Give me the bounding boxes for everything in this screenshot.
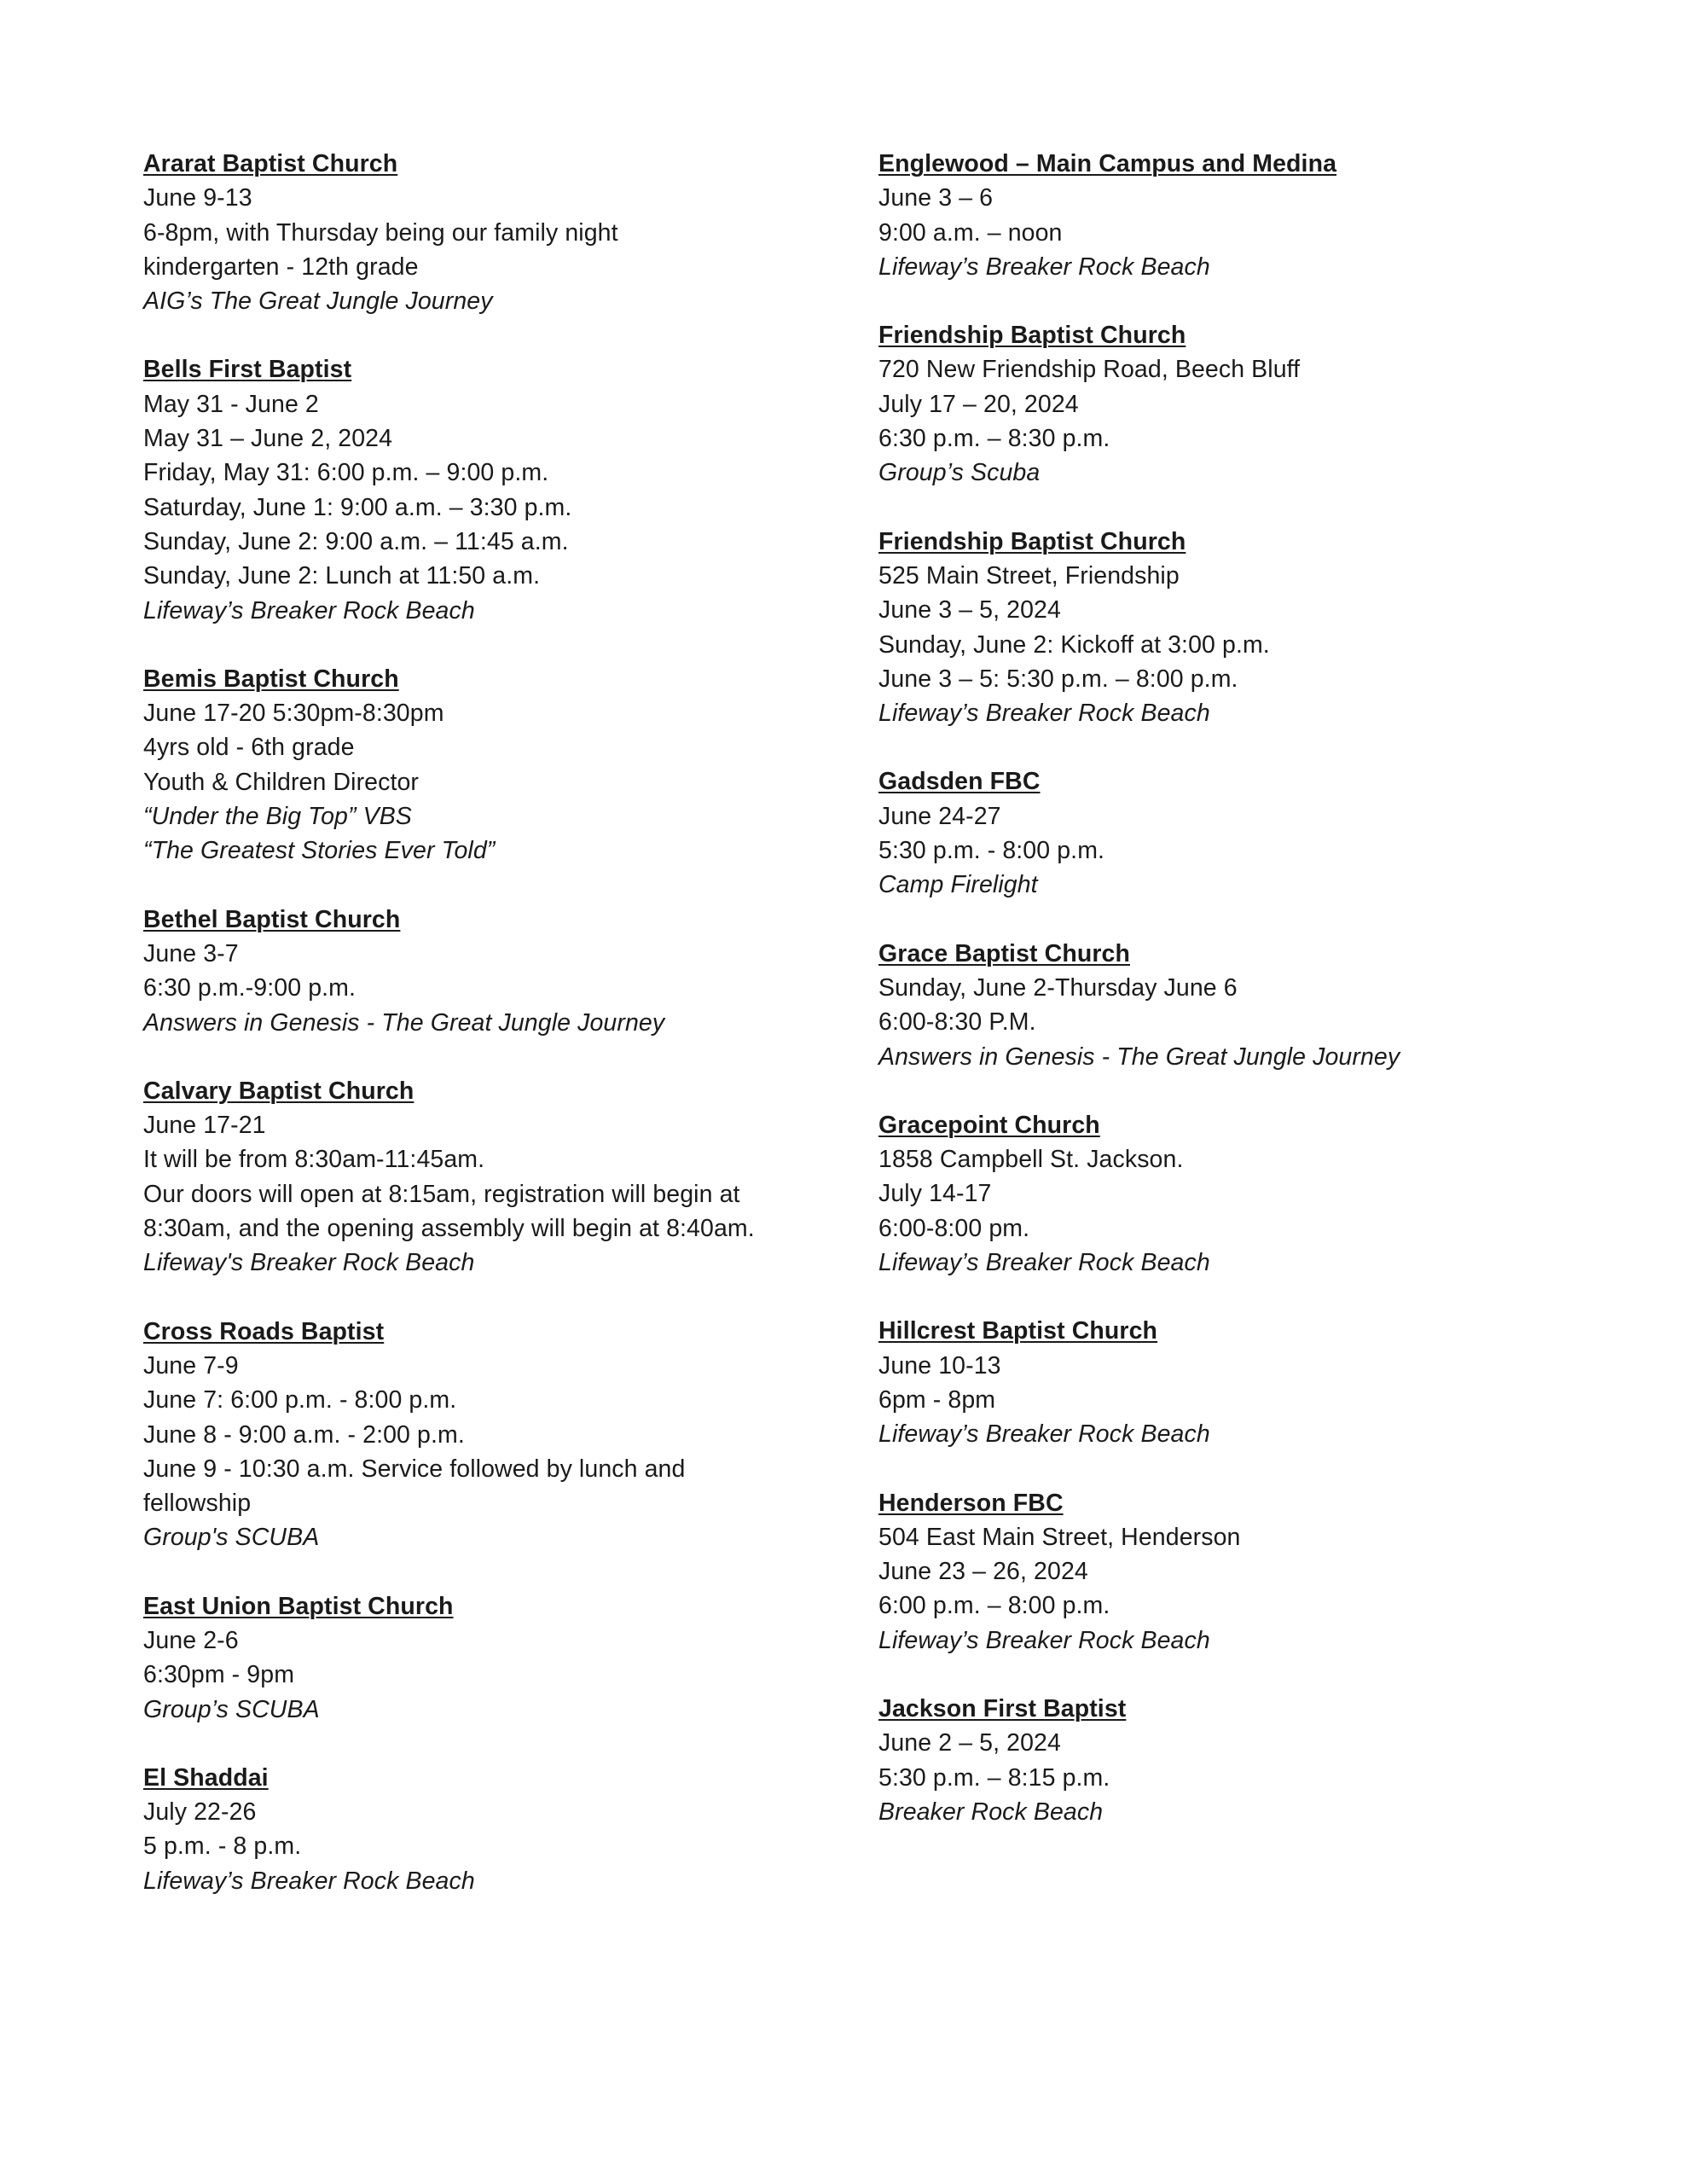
entry-detail-line: June 10-13 xyxy=(878,1351,1001,1380)
church-entry-hillcrest-baptist-church xyxy=(878,1314,1561,1451)
entry-detail-line: June 2-6 xyxy=(143,1626,239,1654)
entry-detail-line: June 24-27 xyxy=(878,802,1001,830)
church-entry-gadsden-fbc xyxy=(878,764,1561,902)
church-name: Englewood – Main Campus and Medina xyxy=(878,150,1337,177)
church-name: Bethel Baptist Church xyxy=(143,905,401,933)
entry-detail-line: 6:30 p.m.-9:00 p.m. xyxy=(143,974,357,1002)
vbs-theme: Group’s SCUBA xyxy=(143,1695,320,1723)
church-entry-englewood-main-campus-and-medina xyxy=(878,147,1561,284)
entry-detail-line: June 17-21 xyxy=(143,1112,266,1140)
church-entry-friendship-baptist-church xyxy=(878,318,1561,490)
entry-detail-line: 4yrs old - 6th grade xyxy=(143,734,355,762)
entry-detail-line: 5:30 p.m. – 8:15 p.m. xyxy=(878,1763,1110,1792)
church-name: Bemis Baptist Church xyxy=(143,665,399,693)
vbs-theme: Lifeway's Breaker Rock Beach xyxy=(143,1249,475,1277)
entry-detail-line: 5:30 p.m. - 8:00 p.m. xyxy=(878,837,1105,865)
entry-detail-line: Sunday, June 2: 9:00 a.m. – 11:45 a.m. xyxy=(143,527,569,555)
church-entry-henderson-fbc xyxy=(878,1486,1561,1658)
vbs-theme: “Under the Big Top” VBS xyxy=(143,803,412,831)
entry-detail-line: 9:00 a.m. – noon xyxy=(878,218,1063,247)
entry-detail-line: 6:30pm - 9pm xyxy=(143,1661,295,1689)
church-name: East Union Baptist Church xyxy=(143,1592,454,1620)
vbs-theme: Lifeway’s Breaker Rock Beach xyxy=(878,700,1210,728)
vbs-theme: Lifeway’s Breaker Rock Beach xyxy=(878,253,1210,281)
church-name: Friendship Baptist Church xyxy=(878,322,1186,350)
church-name: Grace Baptist Church xyxy=(878,939,1130,967)
church-entry-bells-first-baptist xyxy=(143,352,826,627)
church-entry-cross-roads-baptist xyxy=(143,1315,826,1555)
church-entry-gracepoint-church xyxy=(878,1108,1561,1280)
church-name: Ararat Baptist Church xyxy=(143,150,398,177)
entry-detail-line: July 22-26 xyxy=(143,1798,257,1827)
entry-detail-line: It will be from 8:30am-11:45am. xyxy=(143,1146,485,1174)
church-name: Cross Roads Baptist xyxy=(143,1317,385,1345)
church-entry-bemis-baptist-church xyxy=(143,662,826,868)
vbs-theme: Lifeway’s Breaker Rock Beach xyxy=(143,596,475,624)
entry-detail-line: June 3 – 5, 2024 xyxy=(878,596,1061,624)
church-entry-east-union-baptist-church xyxy=(143,1589,826,1727)
vbs-theme: Answers in Genesis - The Great Jungle Journey xyxy=(878,1043,1400,1071)
church-name: Calvary Baptist Church xyxy=(143,1077,415,1105)
entry-detail-line: 6-8pm, with Thursday being our family night xyxy=(143,218,618,247)
entry-detail-line: Sunday, June 2: Lunch at 11:50 a.m. xyxy=(143,562,541,590)
vbs-theme: Group’s Scuba xyxy=(878,459,1041,487)
entry-detail-line: 6:00-8:00 pm. xyxy=(878,1214,1030,1242)
church-entry-calvary-baptist-church xyxy=(143,1074,826,1281)
right-column xyxy=(878,147,1561,1863)
entry-detail-line: 1858 Campbell St. Jackson. xyxy=(878,1146,1184,1174)
entry-detail-line: June 7-9 xyxy=(143,1351,239,1380)
entry-detail-line: fellowship xyxy=(143,1490,252,1518)
entry-detail-line: 5 p.m. - 8 p.m. xyxy=(143,1833,302,1861)
church-entry-grace-baptist-church xyxy=(878,937,1561,1074)
entry-detail-line: 720 New Friendship Road, Beech Bluff xyxy=(878,356,1301,384)
vbs-theme: Answers in Genesis - The Great Jungle Journey xyxy=(143,1008,665,1037)
entry-detail-line: Sunday, June 2-Thursday June 6 xyxy=(878,973,1238,1002)
church-name: El Shaddai xyxy=(143,1763,269,1792)
entry-detail-line: 525 Main Street, Friendship xyxy=(878,561,1180,590)
entry-detail-line: 6:00-8:30 P.M. xyxy=(878,1008,1036,1037)
church-name: Friendship Baptist Church xyxy=(878,527,1186,555)
entry-detail-line: Saturday, June 1: 9:00 a.m. – 3:30 p.m. xyxy=(143,493,572,521)
vbs-theme: AIG’s The Great Jungle Journey xyxy=(143,288,493,316)
church-entry-bethel-baptist-church xyxy=(143,903,826,1040)
entry-detail-line: June 7: 6:00 p.m. - 8:00 p.m. xyxy=(143,1386,457,1414)
entry-detail-line: Youth & Children Director xyxy=(143,768,420,796)
church-name: Gracepoint Church xyxy=(878,1111,1100,1139)
entry-detail-line: July 17 – 20, 2024 xyxy=(878,390,1079,418)
entry-detail-line: Sunday, June 2: Kickoff at 3:00 p.m. xyxy=(878,630,1270,659)
church-entry-el-shaddai xyxy=(143,1761,826,1898)
entry-detail-line: June 3-7 xyxy=(143,939,239,967)
left-column xyxy=(143,147,826,1932)
vbs-theme: Breaker Rock Beach xyxy=(878,1798,1104,1826)
vbs-theme: Lifeway’s Breaker Rock Beach xyxy=(878,1420,1210,1449)
entry-detail-line: 6:00 p.m. – 8:00 p.m. xyxy=(878,1592,1110,1620)
entry-detail-line: May 31 - June 2 xyxy=(143,390,319,418)
entry-detail-line: June 2 – 5, 2024 xyxy=(878,1729,1061,1757)
entry-detail-line: Our doors will open at 8:15am, registration will begin at xyxy=(143,1180,740,1208)
entry-detail-line: June 9-13 xyxy=(143,184,252,212)
entry-detail-line: May 31 – June 2, 2024 xyxy=(143,425,393,453)
entry-detail-line: 504 East Main Street, Henderson xyxy=(878,1523,1241,1551)
vbs-theme: Lifeway’s Breaker Rock Beach xyxy=(878,1626,1210,1654)
vbs-theme: Camp Firelight xyxy=(878,871,1038,899)
entry-detail-line: July 14-17 xyxy=(878,1180,992,1208)
entry-detail-line: June 17-20 5:30pm-8:30pm xyxy=(143,700,444,728)
church-entry-friendship-baptist-church xyxy=(878,525,1561,731)
entry-detail-line: Friday, May 31: 6:00 p.m. – 9:00 p.m. xyxy=(143,459,549,487)
entry-detail-line: June 3 – 5: 5:30 p.m. – 8:00 p.m. xyxy=(878,665,1238,693)
entry-detail-line: June 3 – 6 xyxy=(878,184,994,212)
church-name: Hillcrest Baptist Church xyxy=(878,1317,1158,1345)
church-name: Bells First Baptist xyxy=(143,356,352,384)
entry-detail-line: 8:30am, and the opening assembly will begin at 8:40am. xyxy=(143,1215,755,1243)
church-name: Gadsden FBC xyxy=(878,768,1041,796)
vbs-theme: Lifeway’s Breaker Rock Beach xyxy=(878,1249,1210,1277)
church-entry-jackson-first-baptist xyxy=(878,1692,1561,1829)
church-entry-ararat-baptist-church xyxy=(143,147,826,318)
church-name: Jackson First Baptist xyxy=(878,1694,1127,1722)
entry-detail-line: 6:30 p.m. – 8:30 p.m. xyxy=(878,425,1110,453)
entry-detail-line: June 8 - 9:00 a.m. - 2:00 p.m. xyxy=(143,1420,465,1449)
vbs-theme: Group's SCUBA xyxy=(143,1524,320,1552)
entry-detail-line: June 9 - 10:30 a.m. Service followed by lunch and xyxy=(143,1455,686,1483)
entry-detail-line: kindergarten - 12th grade xyxy=(143,253,419,281)
vbs-theme: Lifeway’s Breaker Rock Beach xyxy=(143,1867,475,1895)
vbs-theme: “The Greatest Stories Ever Told” xyxy=(143,837,496,865)
entry-detail-line: 6pm - 8pm xyxy=(878,1385,996,1414)
entry-detail-line: June 23 – 26, 2024 xyxy=(878,1558,1088,1586)
church-name: Henderson FBC xyxy=(878,1489,1064,1517)
